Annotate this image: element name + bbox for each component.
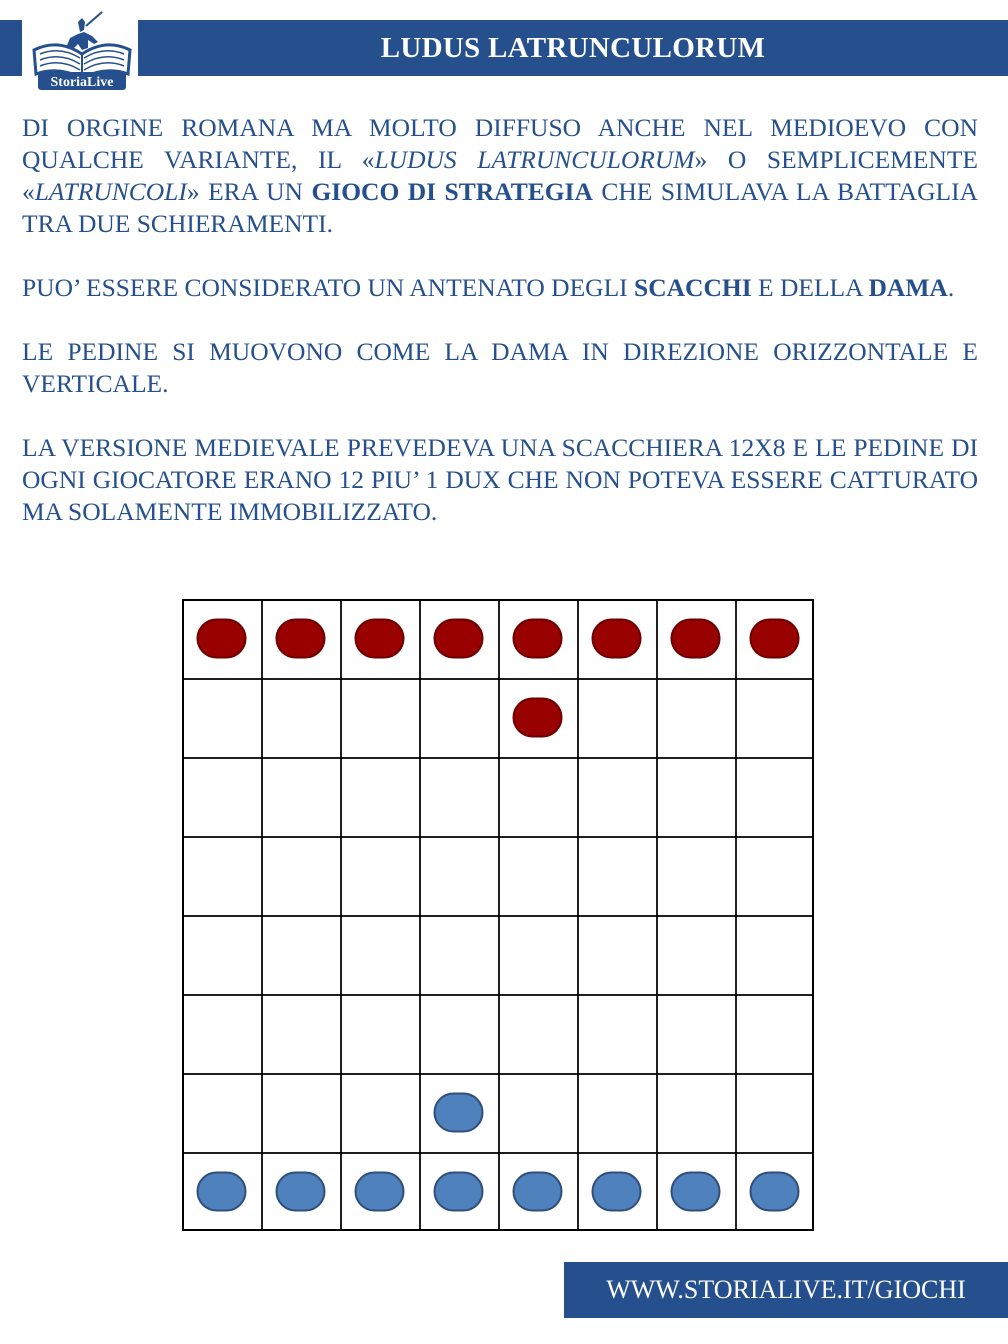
text-segment: DAMA [868,273,948,302]
board-frame [183,600,813,1230]
header-left-accent [0,20,22,76]
paragraph-3 [22,336,978,400]
blue-piece[interactable] [435,1173,483,1211]
blue-piece[interactable] [593,1173,641,1211]
paragraph-2 [22,272,978,304]
red-piece[interactable] [514,620,562,658]
blue-piece[interactable] [672,1173,720,1211]
blue-piece[interactable] [356,1173,404,1211]
blue-piece[interactable] [198,1173,246,1211]
text-segment: GIOCO DI STRATEGIA [311,177,593,206]
text-segment: PUO’ ESSERE CONSIDERATO UN ANTENATO DEGLI [22,273,635,302]
red-piece[interactable] [514,699,562,737]
red-piece[interactable] [435,620,483,658]
text-segment: LA VERSIONE MEDIEVALE PREVEDEVA UNA SCACCHIERA 12X8 E LE PEDINE DI OGNI GIOCATORE ERANO 12 PIU’ 1 DUX CHE NON POTEVA ESSERE CATTURATO MA SOLAMENTE IMMOBILIZZATO. [22,433,978,526]
red-piece[interactable] [593,620,641,658]
logo-text: StoriaLive [50,75,114,90]
blue-piece[interactable] [435,1094,483,1132]
paragraph-4 [22,432,978,528]
text-segment: » O SEMPLICEMENTE « [22,145,979,206]
paragraph-1 [22,112,978,240]
text-segment: LATRUNCOLI [34,177,187,206]
red-piece[interactable] [672,620,720,658]
footer-bar [564,1262,1008,1318]
text-segment: CHE SIMULAVA LA BATTAGLIA TRA DUE SCHIERAMENTI. [22,177,978,238]
text-segment: LUDUS LATRUNCULORUM [374,145,695,174]
title-bar [138,20,1008,76]
text-segment: DI ORGINE ROMANA MA MOLTO DIFFUSO ANCHE NEL MEDIOEVO CON QUALCHE VARIANTE, IL « [22,113,978,174]
game-board [182,599,814,1231]
text-segment: SCACCHI [634,273,752,302]
footer-url[interactable]: WWW.STORIALIVE.IT/GIOCHI [606,1275,966,1304]
red-piece[interactable] [198,620,246,658]
text-segment: LE PEDINE SI MUOVONO COME LA DAMA IN DIREZIONE ORIZZONTALE E VERTICALE. [22,337,978,398]
body-text [22,112,978,528]
text-segment: E DELLA [751,273,869,302]
storialive-logo [28,8,136,92]
page-title: LUDUS LATRUNCULORUM [380,31,766,64]
red-piece[interactable] [277,620,325,658]
blue-piece[interactable] [277,1173,325,1211]
red-piece[interactable] [751,620,799,658]
red-piece[interactable] [356,620,404,658]
text-segment: » ERA UN [186,177,312,206]
text-segment: . [947,273,955,302]
blue-piece[interactable] [751,1173,799,1211]
blue-piece[interactable] [514,1173,562,1211]
